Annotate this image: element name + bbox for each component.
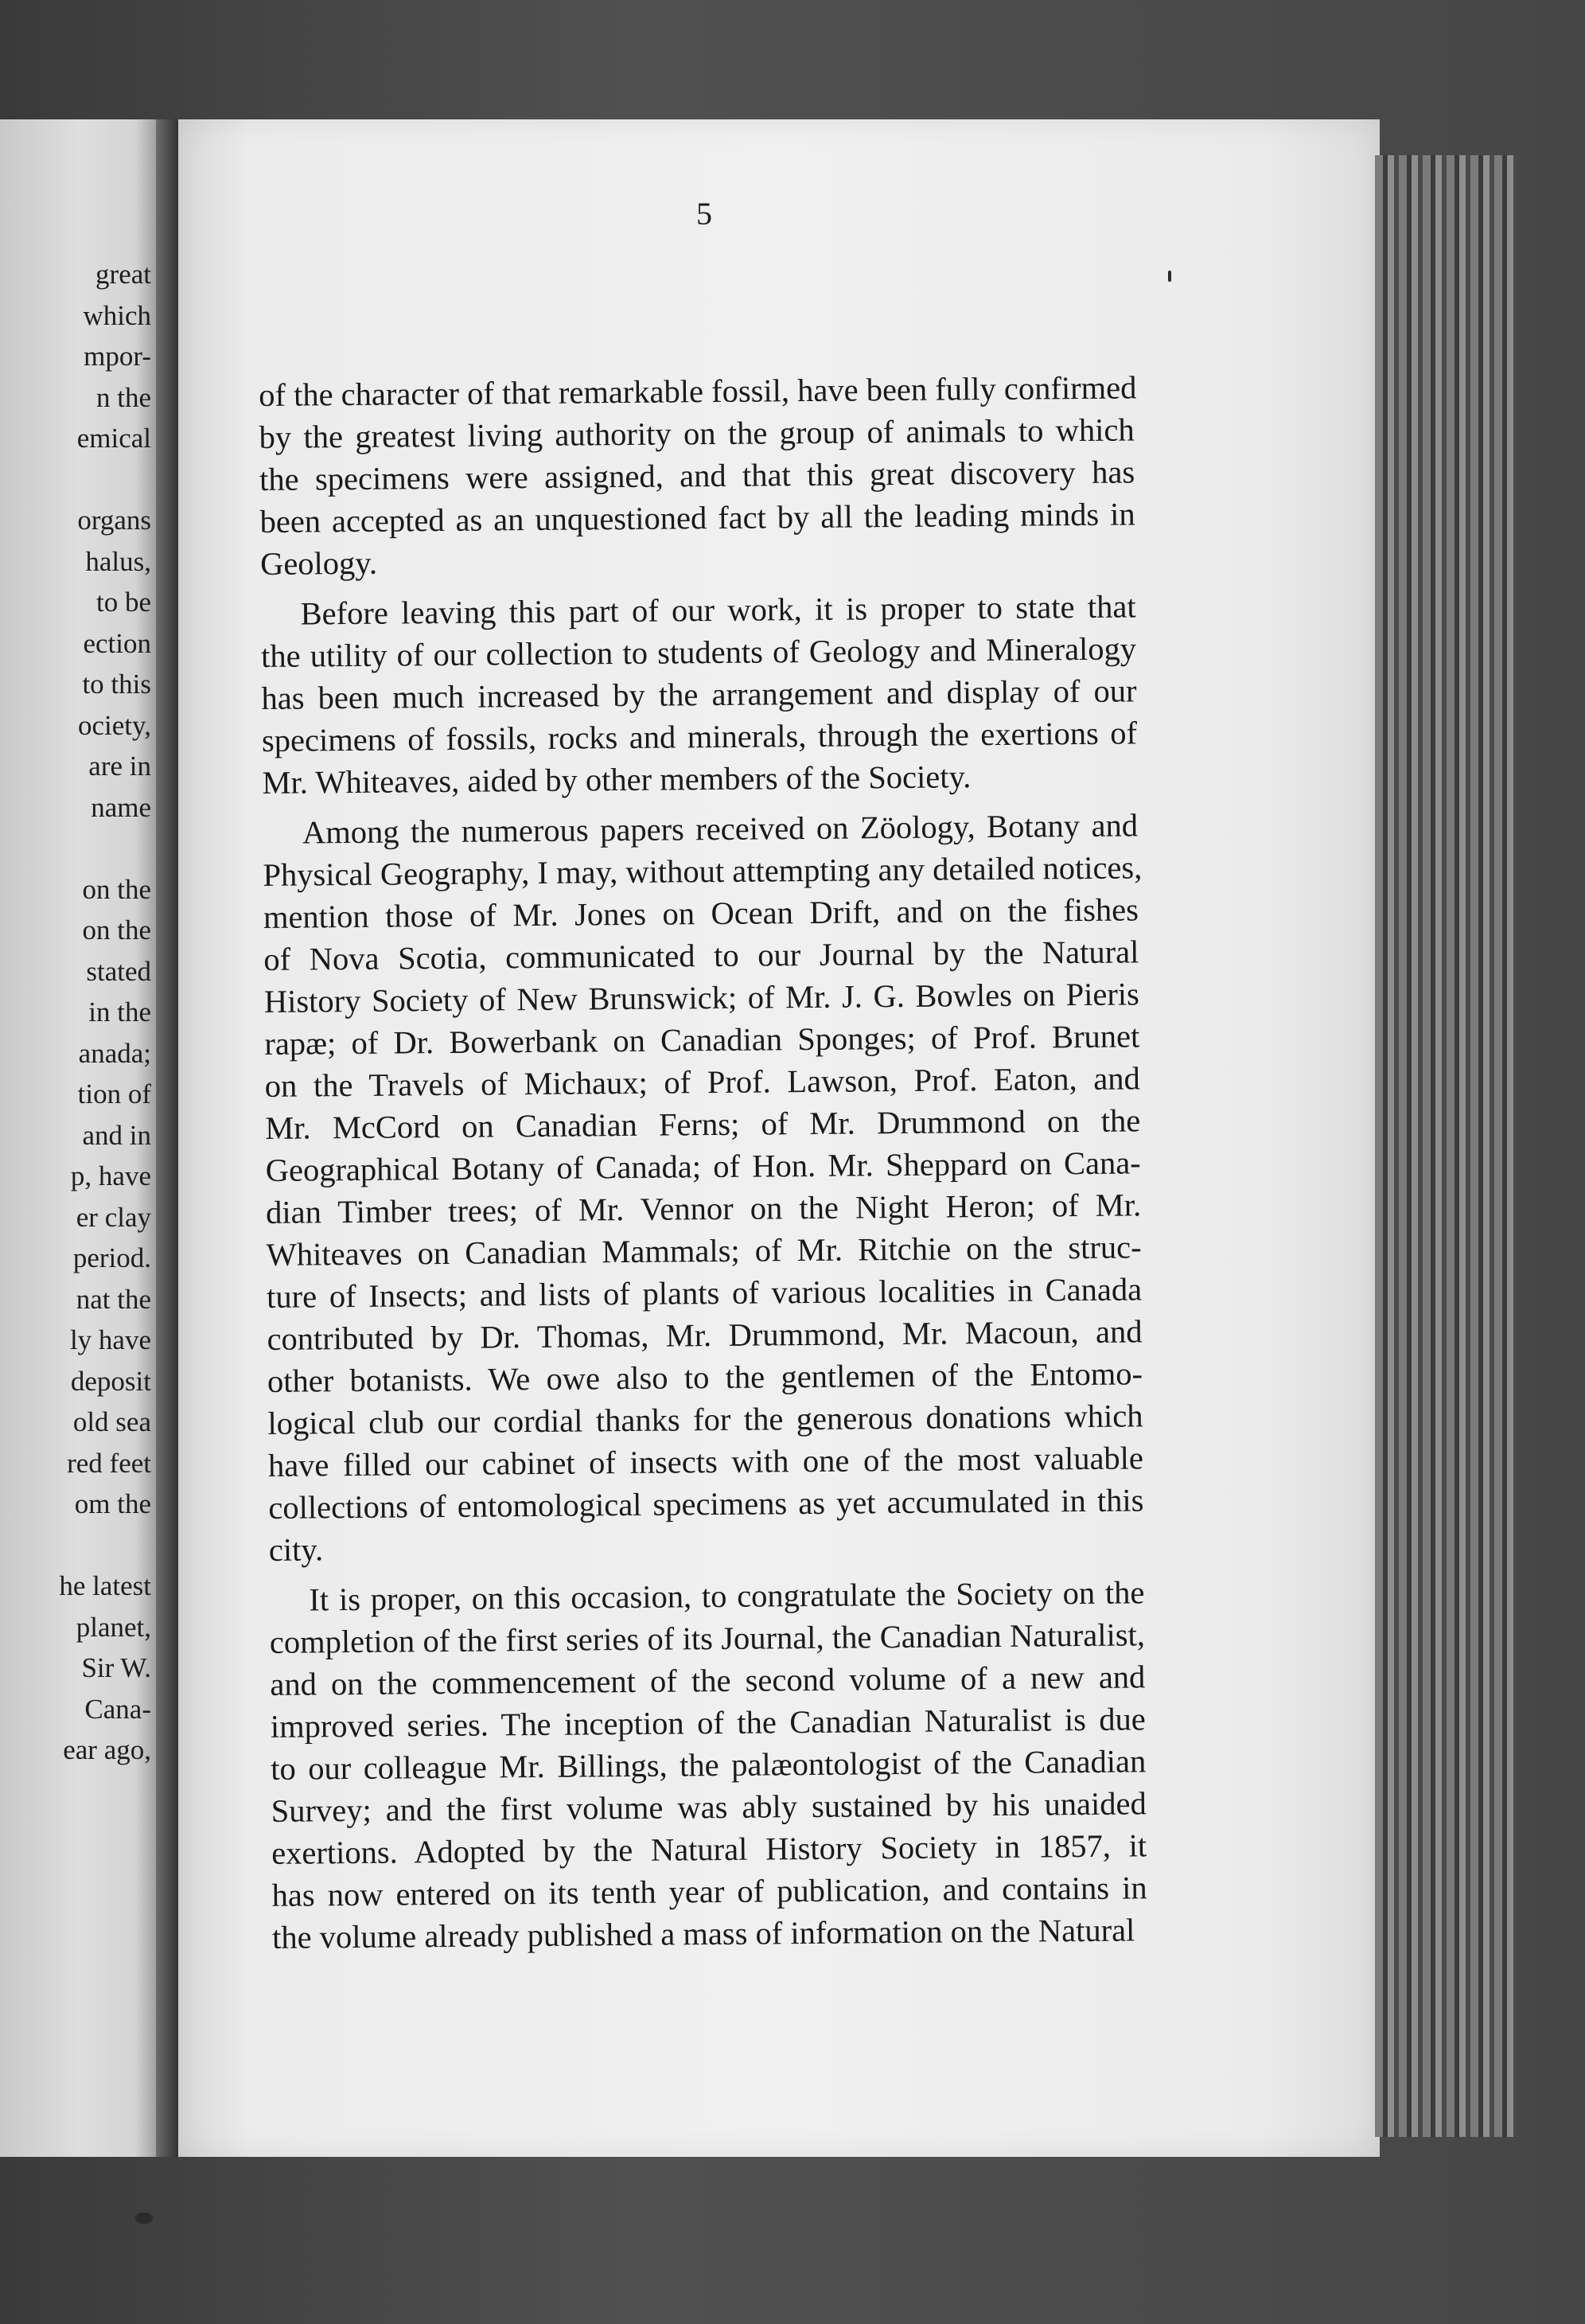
- text-line: contributed by Dr. Thomas, Mr. Drummond, Mr. Macoun, and: [267, 1313, 1143, 1357]
- left-page-line-fragment: er clay: [76, 1201, 151, 1233]
- left-page-line-fragment: p, have: [70, 1160, 151, 1191]
- left-page-line-fragment: nat the: [76, 1283, 151, 1315]
- text-line: to our colleague Mr. Billings, the palæontologist of the Canadian: [271, 1743, 1147, 1787]
- left-page-line-fragment: red feet: [67, 1447, 151, 1479]
- left-page-line-fragment: on the: [82, 873, 151, 905]
- left-page-line-fragment: great: [95, 259, 151, 290]
- left-page-line-fragment: which: [83, 299, 151, 331]
- text-line: ture of Insects; and lists of plants of various localities in Canada: [266, 1271, 1143, 1315]
- text-line: of Nova Scotia, communicated to our Journal by the Natural: [263, 934, 1139, 977]
- text-line: city.: [268, 1531, 324, 1568]
- paragraph: [263, 804, 1144, 1571]
- text-line: Before leaving this part of our work, it is proper to state that: [300, 588, 1136, 632]
- text-line: has now entered on its tenth year of publication, and contains in: [271, 1870, 1147, 1913]
- left-page-line-fragment: emical: [76, 423, 151, 454]
- text-line: has been much increased by the arrangement and display of our: [261, 673, 1137, 716]
- text-line: completion of the first series of its Journal, the Canadian Naturalist,: [269, 1616, 1146, 1660]
- text-line: It is proper, on this occasion, to congratulate the Society on the: [309, 1574, 1145, 1618]
- book-gutter: [156, 119, 180, 2157]
- left-page-line-fragment: ociety,: [78, 709, 151, 741]
- text-line: Geographical Botany of Canada; of Hon. Mr. Sheppard on Cana-: [265, 1144, 1141, 1188]
- text-line: dian Timber trees; of Mr. Vennor on the Night Heron; of Mr.: [265, 1187, 1142, 1230]
- left-page-line-fragment: on the: [82, 914, 151, 946]
- left-page-line-fragment: to this: [82, 669, 151, 700]
- text-line: Physical Geography, I may, without attempting any detailed notices,: [263, 849, 1143, 893]
- left-page-line-fragment: ly have: [69, 1324, 151, 1355]
- dust-speck: [135, 2213, 153, 2224]
- paragraph: [260, 585, 1137, 804]
- left-page-line-fragment: ection: [83, 627, 151, 659]
- paragraph: [259, 366, 1135, 585]
- left-page-line-fragment: are in: [88, 751, 151, 782]
- text-line: specimens of fossils, rocks and minerals, through the exertions of: [261, 715, 1138, 758]
- left-page-line-fragment: anada;: [78, 1037, 151, 1069]
- text-line: Mr. Whiteaves, aided by other members of the Society.: [262, 758, 972, 801]
- text-line: been accepted as an unquestioned fact by all the leading minds in: [259, 496, 1135, 540]
- dust-speck: [1168, 271, 1171, 282]
- text-line: the utility of our collection to students of Geology and Mineralogy: [260, 630, 1137, 674]
- text-line: other botanists. We owe also to the gentlemen of the Entomo-: [267, 1355, 1143, 1399]
- previous-page-fragment: [0, 119, 159, 2157]
- text-line: of the character of that remarkable fossil, have been fully confirmed: [259, 369, 1137, 413]
- paragraph: [269, 1571, 1147, 1959]
- left-page-line-fragment: mpor-: [84, 341, 151, 372]
- left-page-line-fragment: name: [91, 791, 151, 823]
- text-line: the volume already published a mass of information on the Natural: [271, 1912, 1135, 1956]
- text-line: by the greatest living authority on the group of animals to which: [259, 411, 1135, 455]
- left-page-line-fragment: period.: [72, 1242, 151, 1273]
- text-line: and on the commencement of the second volume of a new and: [270, 1659, 1146, 1702]
- page-body-text: [259, 366, 1147, 1967]
- text-line: Mr. McCord on Canadian Ferns; of Mr. Drummond on the: [265, 1102, 1141, 1146]
- text-line: improved series. The inception of the Canadian Naturalist is due: [270, 1701, 1146, 1745]
- left-page-line-fragment: in the: [88, 996, 151, 1027]
- page-number: 5: [696, 196, 712, 232]
- text-line: History Society of New Brunswick; of Mr. J. G. Bowles on Pieris: [263, 976, 1140, 1020]
- left-page-line-fragment: tion of: [77, 1078, 151, 1109]
- left-page-line-fragment: stated: [86, 955, 151, 987]
- text-line: the specimens were assigned, and that this great discovery has: [259, 454, 1135, 497]
- left-page-line-fragment: he latest: [59, 1570, 151, 1601]
- left-page-line-fragment: Sir W.: [81, 1652, 151, 1683]
- text-line: Survey; and the first volume was ably sustained by his unaided: [271, 1785, 1147, 1829]
- left-page-line-fragment: ear ago,: [63, 1734, 151, 1765]
- text-line: Whiteaves on Canadian Mammals; of Mr. Ritchie on the struc-: [266, 1229, 1142, 1273]
- left-page-line-fragment: deposit: [70, 1365, 151, 1397]
- text-line: mention those of Mr. Jones on Ocean Drift, and on the fishes: [263, 891, 1139, 935]
- text-line: on the Travels of Michaux; of Prof. Lawson, Prof. Eaton, and: [264, 1060, 1140, 1104]
- text-line: collections of entomological specimens as yet accumulated in this: [268, 1482, 1144, 1526]
- left-page-line-fragment: n the: [95, 381, 151, 413]
- text-line: logical club our cordial thanks for the generous donations which: [267, 1398, 1143, 1441]
- text-line: exertions. Adopted by the Natural History Society in 1857, it: [271, 1827, 1147, 1871]
- left-page-line-fragment: and in: [82, 1119, 151, 1151]
- left-page-line-fragment: to be: [95, 587, 151, 618]
- text-line: rapæ; of Dr. Bowerbank on Canadian Sponges; of Prof. Brunet: [264, 1018, 1140, 1062]
- left-page-line-fragment: old sea: [72, 1406, 151, 1437]
- left-page-line-fragment: planet,: [76, 1611, 151, 1643]
- text-line: have filled our cabinet of insects with one of the most valuable: [267, 1440, 1144, 1484]
- text-line: Geology.: [259, 544, 378, 582]
- text-line: Among the numerous papers received on Zöology, Botany and: [302, 807, 1139, 851]
- left-page-line-fragment: halus,: [85, 545, 151, 577]
- left-page-line-fragment: Cana-: [84, 1693, 151, 1725]
- left-page-line-fragment: om the: [74, 1488, 151, 1519]
- page-edges: [1375, 155, 1518, 2137]
- left-page-line-fragment: organs: [77, 505, 151, 536]
